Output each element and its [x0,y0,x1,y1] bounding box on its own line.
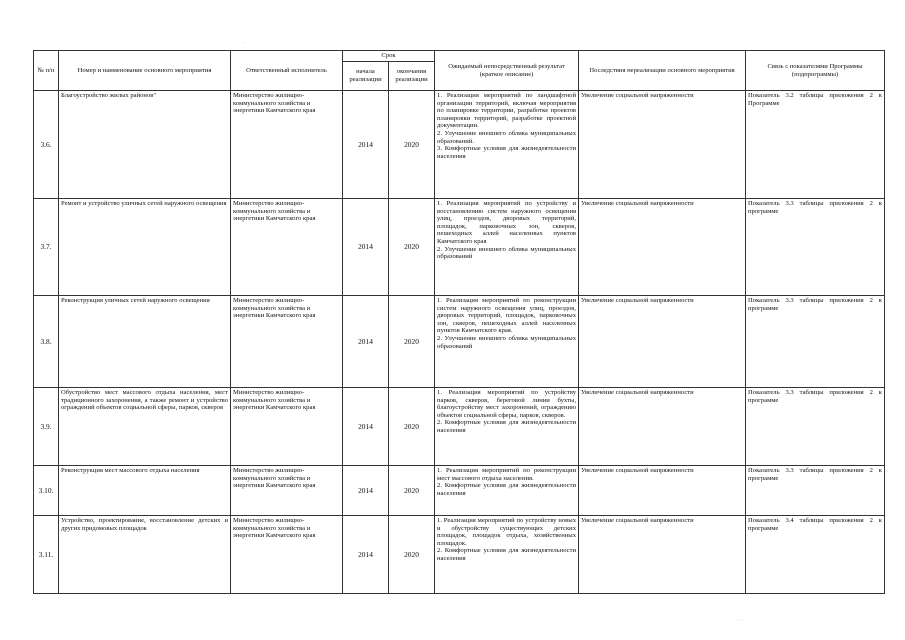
header-term: Срок [343,51,435,62]
end-year: 2020 [389,296,435,388]
result-item: 2. Комфортные условия для жизнедеятельности населения [437,419,577,434]
result-item: 2. Улучшение внешнего облика муниципальных образований [437,334,577,350]
result-item: 2. Комфортные условия для жизнедеятельности населения [437,547,577,562]
row-number: 3.8. [34,296,59,388]
row-number: 3.7. [34,199,59,296]
program-indicator-link: Показатель 3.2 таблицы приложения 2 к Программе [746,91,885,199]
non-implementation-consequence: Увеличение социальной напряженности [579,91,746,199]
expected-result [435,466,579,516]
scan-speck: · · [738,618,744,624]
measure-name: Реконструкция уличных сетей наружного освещения [59,296,231,388]
non-implementation-consequence: Увеличение социальной напряженности [579,516,746,594]
header-start: начала реализации [343,62,389,91]
responsible-executor: Министерство жилищно-коммунального хозяйства и энергетики Камчатского края [231,296,343,388]
non-implementation-consequence: Увеличение социальной напряженности [579,296,746,388]
result-item: 3. Комфортные условия для жизнедеятельности населения [437,145,577,160]
result-item: 1. Реализация мероприятий по реконструкции систем наружного освещения улиц, проездов, дворовых территорий, площадок, парковочных зон, скверов, пешеходных аллей населенных пунктов Камчатского края. [437,297,577,335]
start-year: 2014 [343,296,389,388]
measure-name: Реконструкция мест массового отдыха населения [59,466,231,516]
table-row [34,388,885,466]
measure-name: Ремонт и устройство уличных сетей наружного освещения [59,199,231,296]
end-year: 2020 [389,91,435,199]
header-result: Ожидаемый непосредственный результат (краткое описание) [435,51,579,91]
non-implementation-consequence: Увеличение социальной напряженности [579,199,746,296]
row-number: 3.11. [34,516,59,594]
expected-result [435,296,579,388]
responsible-executor: Министерство жилищно-коммунального хозяйства и энергетики Камчатского края [231,516,343,594]
expected-result [435,91,579,199]
measure-name: Устройство, проектирование, восстановление детских и других придомовых площадок [59,516,231,594]
result-item: 2. Комфортные условия для жизнедеятельности населения [437,482,577,497]
scan-speck: · [244,40,246,46]
result-item: 1. Реализация мероприятий по реконструкции мест массового отдыха населения. [437,467,577,482]
program-indicator-link: Показатель 3.4 таблицы приложения 2 к программе [746,516,885,594]
result-item: 2. Улучшение внешнего облика муниципальных образований [437,245,577,261]
measures-table [33,50,885,594]
result-item: 2. Улучшение внешнего облика муниципальных образований. [437,129,577,145]
expected-result [435,516,579,594]
result-item: 1. Реализация мероприятий по устройству новых и обустройству существующих детских площадок, площадок отдыха, хозяйственных площадок. [437,517,577,547]
expected-result [435,388,579,466]
responsible-executor: Министерство жилищно-коммунального хозяйства и энергетики Камчатского края [231,466,343,516]
non-implementation-consequence: Увеличение социальной напряженности [579,388,746,466]
header-num: № п/п [34,51,59,91]
start-year: 2014 [343,388,389,466]
end-year: 2020 [389,388,435,466]
table-row [34,199,885,296]
header-end: окончания реализации [389,62,435,91]
result-item: 1. Реализация мероприятий по устройству и восстановлению систем наружного освещения улиц, проездов, дворовых территорий, площадок, парковочных зон, скверов, пешеходных аллей населенных пунктов Камчатского края [437,200,577,245]
start-year: 2014 [343,199,389,296]
header-consequences: Последствия нереализации основного мероприятия [579,51,746,91]
program-indicator-link: Показатель 3.3 таблицы приложения 2 к программе [746,388,885,466]
expected-result [435,199,579,296]
program-indicator-link: Показатель 3.3 таблицы приложения 2 к программе [746,466,885,516]
measure-name: Обустройство мест массового отдыха населения, мест традиционного захоронения, а также ремонт и устройство ограждений объектов социальной сферы, парков, скверов [59,388,231,466]
non-implementation-consequence: Увеличение социальной напряженности [579,466,746,516]
table-row [34,466,885,516]
responsible-executor: Министерство жилищно-коммунального хозяйства и энергетики Камчатского края [231,199,343,296]
program-indicator-link: Показатель 3.3 таблицы приложения 2 к программе [746,199,885,296]
result-item: 1. Реализация мероприятий по ландшафтной организации территорий, включая мероприятия по планировке территории, разработке проектов планировки территорий, разработке проектной документации. [437,92,577,130]
header-link: Связь с показателями Программы (подпрограммы) [746,51,885,91]
row-number: 3.6. [34,91,59,199]
end-year: 2020 [389,516,435,594]
responsible-executor: Министерство жилищно-коммунального хозяйства и энергетики Камчатского края [231,91,343,199]
responsible-executor: Министерство жилищно-коммунального хозяйства и энергетики Камчатского края [231,388,343,466]
table-row [34,296,885,388]
row-number: 3.10. [34,466,59,516]
end-year: 2020 [389,199,435,296]
table-row [34,91,885,199]
header-executor: Ответственный исполнитель [231,51,343,91]
row-number: 3.9. [34,388,59,466]
start-year: 2014 [343,516,389,594]
start-year: 2014 [343,91,389,199]
measure-name: Благоустройство жилых районов" [59,91,231,199]
start-year: 2014 [343,466,389,516]
program-indicator-link: Показатель 3.3 таблицы приложения 2 к программе [746,296,885,388]
end-year: 2020 [389,466,435,516]
result-item: 1. Реализация мероприятий по устройству парков, скверов, береговой линии бухты, благоустройству мест захоронений, ограждению объектов социальной сферы, парков, скверов. [437,389,577,419]
header-name: Номер и наименование основного мероприятия [59,51,231,91]
table-row [34,516,885,594]
